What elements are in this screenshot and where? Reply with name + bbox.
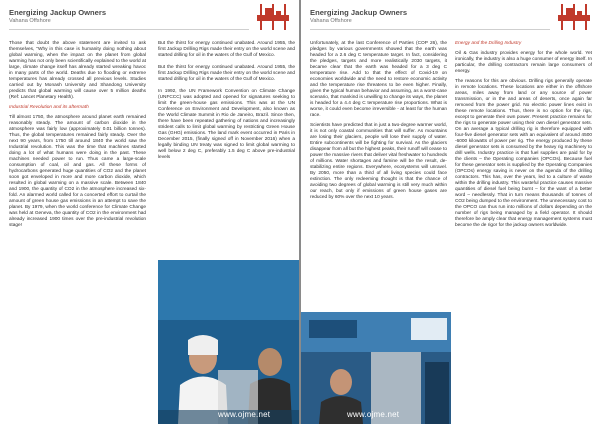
page-header	[301, 0, 600, 36]
paragraph: Scientists have predicted that in just a two-degree warmer world, it is not only coastal communities that will suffer. As mountains are losing their glaciers, people will lose their supply of water. Entire subcontinents will be fighting for survival. As the glaciers disappear from all but the highest peaks, their runoff will cease to power the massive rivers that deliver vital freshwater to hundreds of millions. Water shortages and famine will be the result, de-stabilizing entire regions. Everywhere, ecosystems will unravel. By 2050, more than a third of all living species could face extinction. The only redeeming thought is that the chance of avoiding two degrees of global warming is still very much within our reach, but only if emissions of green house gases are reduced by 60% over the next 10 years.	[310, 123, 447, 201]
header-title: Energizing Jackup Owners	[310, 8, 408, 17]
left-page-column-2	[158, 41, 295, 165]
page-header	[0, 0, 299, 36]
left-page	[0, 0, 299, 424]
header-subtitle: Vahana Offshore	[310, 18, 352, 24]
section-subheading: Energy and the Drilling Industry	[455, 41, 522, 46]
paragraph: The reasons for this are obvious. Drilling rigs generally operate in remote locations. These locations are either in the offshore areas, miles away from land or any source of power transmission, or in the and areas of deserts, once again far removed from the power grid. No electric power lines exist in these remote locations. Thus, there is no option for the rigs, except to generate their own power. Present practice remains for the rigs to generate power using their own diesel generator sets. On an average a typical drilling rig is therefore equipped with four-five diesel generator sets with an equivalent of around 4500 -6000 kilowatts of power per rig. The energy produced by these diesel generator sets is consumed by the heavy rig machinery to drill wells. Industry practice is that fuel supplies are paid for by the clients – the Operating companies (OPCOs). Because fuel for these generator sets is supplied by the Operating Companies (OPCOs) energy saving is never on the agenda of the drilling contractors. This has, over the years, led to a culture of waste within the drilling industry. This wasteful practice causes massive quantities of diesel fuel being burnt – for the want of a better word – needlessly. That in turn means thousands of tonnes of CO2 being dumped to the environment. The unnecessary cost to the OPCO can thus run into millions of dollars depending on the number of rigs being managed by a field operator. It should therefore be amply clear that energy management systems must become the de rigor for the jackup owners worldwide.	[455, 79, 592, 229]
right-page-column-1	[310, 41, 447, 205]
header-divider	[310, 29, 550, 30]
website-url: www.ojme.net	[347, 410, 400, 419]
jackup-rig-logo	[255, 3, 291, 31]
event-photo	[301, 312, 451, 424]
conference-stage-image	[158, 260, 299, 424]
paragraph: Oil & Gas industry provides energy for the whole world. Yet ironically, the industry is also a huge consumer of energy itself. In particular, the drilling contractors remain large consumers of energy.	[455, 51, 592, 75]
paragraph: Till almost 1750, the atmosphere around planet earth remained reasonably steady. The amount of carbon dioxide in the atmosphere was fairly low (approximately 0.01 billion tonnes). Thus, the global temperatures remained fairly steady. Over the next 90 years, from 1750 till around 1840 the world saw the Industrial revolution. This was the time that machines started doing a lot of what humans were doing in the past. These machines needed power to run. Thus came a large-scale consumption of coal, oil and gas. All these forms of hydrocarbons generated huge quantities of CO2 and the planet soon got enveloped in more and more carbon dioxide, which resulted in global warming on a massive scale. Between 1840 and 1900, the quantity of CO2 in the atmosphere increased six-fold. An alarmed world called for a concerted effort to curtail the amount of green house gas emissions in an attempt to save the planet. By 1979, when the world conference for Climate Change was held at Geneva, the quantity of CO2 in the environment had already increased 1900 times over the pre-industrial revolution stage!	[9, 115, 146, 229]
paragraph: But the thirst for energy continued unabated. Around 1955, the first Jackup Drilling Rigs made their entry on the world scene and started drilling for oil in the waters of the Gulf of Mexico.	[158, 41, 295, 59]
header-divider	[9, 29, 249, 30]
right-page	[301, 0, 600, 424]
header-title: Energizing Jackup Owners	[9, 8, 107, 17]
website-url: www.ojme.net	[218, 410, 271, 419]
jackup-rig-logo	[556, 3, 592, 31]
header-subtitle: Vahana Offshore	[9, 18, 51, 24]
conference-photo	[158, 260, 299, 424]
event-speaker-image	[301, 312, 451, 424]
paragraph: In 1992, the UN Framework Convention on Climate Change (UNFCCC) was adopted and opened for signatures seeking to limit the green-house gas emissions. This was at the UN Conference on Environment and Development, also known as the World Climate Summit in Rio de Janeiro, Brazil. Since then, there have been repeated gathering of nations and increasingly strident calls to limit global warming by restricting Green House Gas (GHG) emissions. The land mark event occurred in Paris in December 2015, (finally signed off in November 2016) when a legally binding UN treaty was signed to limit global warming to well below 2 deg C, preferably 1.5 deg C above pre-industrial levels	[158, 89, 295, 161]
left-page-column-1	[9, 41, 146, 233]
paragraph: Those that doubt the above statement are invited to ask themselves, "Why in this case is humanity doing nothing about global warming, when the impact on the planet from global warming has not only been scientifically explained to the world at large, climate change itself has already started wreaking havoc in many parts of the world. Deaths due to flooding or extreme temperatures has already crossed all previous levels. Studies carried out by Monash University and Shandong University predicts that global warming will cause over 5 million deaths (Ref: Lancet Planetary Health).	[9, 41, 146, 101]
right-page-column-2	[455, 41, 592, 233]
paragraph: But the thirst for energy continued unabated. Around 1955, the first Jackup Drilling Rigs made their entry on the world scene and started drilling for oil in the waters of the Gulf of Mexico.	[158, 65, 295, 83]
section-subheading: Industrial Revolution and its aftermath	[9, 105, 89, 111]
paragraph: Unfortunately, at the last Conference of Parties (COP 26), the pledges by various governments showed that the earth was headed for a 2.6 deg C temperature target. In fact, considering the pledges, targets and more realistically 2030 targets, it became clear that the earth was headed for a 3 deg C temperature rise. Add to that the effect of Covid-19 on economies worldwide and the need to restore economic activity and the temperature rise threatens to be even higher. Finally, given the typical human behavior and assuming, as a worst-case scenario, that mankind is unwilling to change its ways, the planet is headed for a 4.4 deg C temperature rise proportions. What is worse, it could even become irreversible - at least for the human race.	[310, 41, 447, 119]
